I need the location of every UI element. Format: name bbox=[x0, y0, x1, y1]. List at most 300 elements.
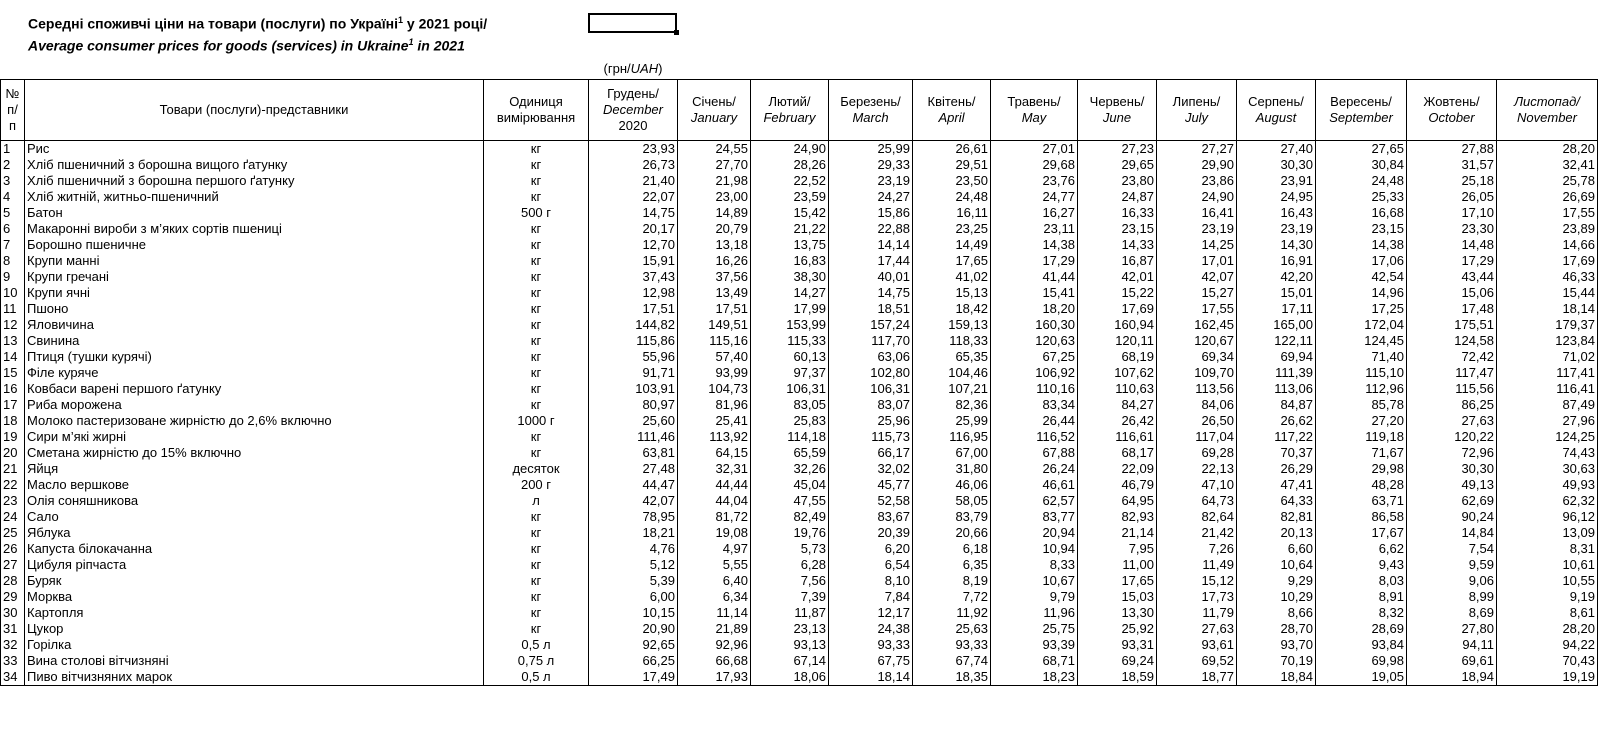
price-cell[interactable]: 115,86 bbox=[589, 333, 678, 349]
price-cell[interactable]: 112,96 bbox=[1316, 381, 1407, 397]
price-cell[interactable]: 19,19 bbox=[1497, 669, 1598, 686]
price-cell[interactable]: 93,13 bbox=[751, 637, 829, 653]
price-cell[interactable]: 27,63 bbox=[1407, 413, 1497, 429]
price-cell[interactable]: 117,47 bbox=[1407, 365, 1497, 381]
price-cell[interactable]: 86,25 bbox=[1407, 397, 1497, 413]
price-cell[interactable]: 9,43 bbox=[1316, 557, 1407, 573]
price-cell[interactable]: 14,66 bbox=[1497, 237, 1598, 253]
price-cell[interactable]: 27,88 bbox=[1407, 141, 1497, 158]
price-cell[interactable]: 17,01 bbox=[1157, 253, 1237, 269]
price-cell[interactable]: 117,41 bbox=[1497, 365, 1598, 381]
price-cell[interactable]: 18,20 bbox=[991, 301, 1078, 317]
price-cell[interactable]: 10,67 bbox=[991, 573, 1078, 589]
price-cell[interactable]: 71,40 bbox=[1316, 349, 1407, 365]
price-cell[interactable]: 14,84 bbox=[1407, 525, 1497, 541]
unit-cell[interactable]: кг bbox=[484, 285, 589, 301]
price-cell[interactable]: 14,89 bbox=[678, 205, 751, 221]
price-cell[interactable]: 8,33 bbox=[991, 557, 1078, 573]
price-cell[interactable]: 46,06 bbox=[913, 477, 991, 493]
price-cell[interactable]: 69,24 bbox=[1078, 653, 1157, 669]
price-cell[interactable]: 24,77 bbox=[991, 189, 1078, 205]
item-name-cell[interactable]: Горілка bbox=[25, 637, 484, 653]
price-cell[interactable]: 65,35 bbox=[913, 349, 991, 365]
price-cell[interactable]: 7,95 bbox=[1078, 541, 1157, 557]
price-cell[interactable]: 84,27 bbox=[1078, 397, 1157, 413]
unit-cell[interactable]: кг bbox=[484, 525, 589, 541]
item-name-cell[interactable]: Сири м’які жирні bbox=[25, 429, 484, 445]
col-header-nov[interactable] bbox=[1497, 80, 1598, 141]
item-name-cell[interactable]: Філе куряче bbox=[25, 365, 484, 381]
price-cell[interactable]: 24,27 bbox=[829, 189, 913, 205]
price-cell[interactable]: 16,83 bbox=[751, 253, 829, 269]
price-cell[interactable]: 26,44 bbox=[991, 413, 1078, 429]
price-cell[interactable]: 66,17 bbox=[829, 445, 913, 461]
unit-cell[interactable]: 200 г bbox=[484, 477, 589, 493]
row-number-cell[interactable]: 15 bbox=[1, 365, 25, 381]
price-cell[interactable]: 25,99 bbox=[913, 413, 991, 429]
unit-cell[interactable]: кг bbox=[484, 445, 589, 461]
price-cell[interactable]: 27,27 bbox=[1157, 141, 1237, 158]
row-number-cell[interactable]: 3 bbox=[1, 173, 25, 189]
price-cell[interactable]: 160,30 bbox=[991, 317, 1078, 333]
unit-cell[interactable]: десяток bbox=[484, 461, 589, 477]
price-cell[interactable]: 16,11 bbox=[913, 205, 991, 221]
price-cell[interactable]: 65,59 bbox=[751, 445, 829, 461]
unit-cell[interactable]: кг bbox=[484, 429, 589, 445]
price-cell[interactable]: 18,21 bbox=[589, 525, 678, 541]
price-cell[interactable]: 78,95 bbox=[589, 509, 678, 525]
price-cell[interactable]: 165,00 bbox=[1237, 317, 1316, 333]
row-number-cell[interactable]: 19 bbox=[1, 429, 25, 445]
price-cell[interactable]: 6,00 bbox=[589, 589, 678, 605]
price-cell[interactable]: 45,77 bbox=[829, 477, 913, 493]
item-name-cell[interactable]: Пшоно bbox=[25, 301, 484, 317]
price-cell[interactable]: 18,51 bbox=[829, 301, 913, 317]
price-cell[interactable]: 144,82 bbox=[589, 317, 678, 333]
price-cell[interactable]: 68,19 bbox=[1078, 349, 1157, 365]
unit-cell[interactable]: кг bbox=[484, 221, 589, 237]
price-cell[interactable]: 17,29 bbox=[1407, 253, 1497, 269]
price-cell[interactable]: 81,72 bbox=[678, 509, 751, 525]
price-cell[interactable]: 17,93 bbox=[678, 669, 751, 686]
price-cell[interactable]: 66,25 bbox=[589, 653, 678, 669]
price-cell[interactable]: 110,16 bbox=[991, 381, 1078, 397]
price-cell[interactable]: 97,37 bbox=[751, 365, 829, 381]
price-cell[interactable]: 14,49 bbox=[913, 237, 991, 253]
price-cell[interactable]: 68,71 bbox=[991, 653, 1078, 669]
price-cell[interactable]: 18,77 bbox=[1157, 669, 1237, 686]
row-number-cell[interactable]: 14 bbox=[1, 349, 25, 365]
price-cell[interactable]: 32,26 bbox=[751, 461, 829, 477]
price-cell[interactable]: 104,73 bbox=[678, 381, 751, 397]
price-cell[interactable]: 22,07 bbox=[589, 189, 678, 205]
price-cell[interactable]: 23,80 bbox=[1078, 173, 1157, 189]
price-cell[interactable]: 32,31 bbox=[678, 461, 751, 477]
price-cell[interactable]: 6,20 bbox=[829, 541, 913, 557]
price-cell[interactable]: 23,30 bbox=[1407, 221, 1497, 237]
price-cell[interactable]: 82,93 bbox=[1078, 509, 1157, 525]
price-cell[interactable]: 21,89 bbox=[678, 621, 751, 637]
price-cell[interactable]: 12,70 bbox=[589, 237, 678, 253]
price-cell[interactable]: 23,00 bbox=[678, 189, 751, 205]
item-name-cell[interactable]: Рис bbox=[25, 141, 484, 158]
price-cell[interactable]: 25,96 bbox=[829, 413, 913, 429]
price-cell[interactable]: 27,20 bbox=[1316, 413, 1407, 429]
price-cell[interactable]: 23,86 bbox=[1157, 173, 1237, 189]
price-cell[interactable]: 124,45 bbox=[1316, 333, 1407, 349]
price-cell[interactable]: 90,24 bbox=[1407, 509, 1497, 525]
price-cell[interactable]: 11,92 bbox=[913, 605, 991, 621]
price-cell[interactable]: 106,92 bbox=[991, 365, 1078, 381]
row-number-cell[interactable]: 27 bbox=[1, 557, 25, 573]
item-name-cell[interactable]: Крупи гречані bbox=[25, 269, 484, 285]
price-cell[interactable]: 23,89 bbox=[1497, 221, 1598, 237]
price-cell[interactable]: 25,99 bbox=[829, 141, 913, 158]
item-name-cell[interactable]: Вина столові вітчизняні bbox=[25, 653, 484, 669]
price-cell[interactable]: 19,08 bbox=[678, 525, 751, 541]
price-cell[interactable]: 117,04 bbox=[1157, 429, 1237, 445]
price-cell[interactable]: 9,29 bbox=[1237, 573, 1316, 589]
price-cell[interactable]: 10,15 bbox=[589, 605, 678, 621]
price-cell[interactable]: 23,59 bbox=[751, 189, 829, 205]
price-cell[interactable]: 7,26 bbox=[1157, 541, 1237, 557]
price-cell[interactable]: 119,18 bbox=[1316, 429, 1407, 445]
price-cell[interactable]: 85,78 bbox=[1316, 397, 1407, 413]
price-cell[interactable]: 18,94 bbox=[1407, 669, 1497, 686]
row-number-cell[interactable]: 16 bbox=[1, 381, 25, 397]
price-cell[interactable]: 72,42 bbox=[1407, 349, 1497, 365]
price-cell[interactable]: 67,74 bbox=[913, 653, 991, 669]
price-cell[interactable]: 115,10 bbox=[1316, 365, 1407, 381]
price-cell[interactable]: 81,96 bbox=[678, 397, 751, 413]
price-cell[interactable]: 16,87 bbox=[1078, 253, 1157, 269]
price-cell[interactable]: 27,23 bbox=[1078, 141, 1157, 158]
item-name-cell[interactable]: Олія соняшникова bbox=[25, 493, 484, 509]
row-number-cell[interactable]: 33 bbox=[1, 653, 25, 669]
unit-cell[interactable]: кг bbox=[484, 253, 589, 269]
price-cell[interactable]: 116,41 bbox=[1497, 381, 1598, 397]
price-cell[interactable]: 6,35 bbox=[913, 557, 991, 573]
price-cell[interactable]: 23,50 bbox=[913, 173, 991, 189]
item-name-cell[interactable]: Яблука bbox=[25, 525, 484, 541]
price-cell[interactable]: 21,14 bbox=[1078, 525, 1157, 541]
price-cell[interactable]: 157,24 bbox=[829, 317, 913, 333]
price-cell[interactable]: 67,00 bbox=[913, 445, 991, 461]
price-cell[interactable]: 49,13 bbox=[1407, 477, 1497, 493]
item-name-cell[interactable]: Морква bbox=[25, 589, 484, 605]
price-cell[interactable]: 23,13 bbox=[751, 621, 829, 637]
price-cell[interactable]: 13,30 bbox=[1078, 605, 1157, 621]
price-cell[interactable]: 18,84 bbox=[1237, 669, 1316, 686]
price-cell[interactable]: 28,20 bbox=[1497, 621, 1598, 637]
item-name-cell[interactable]: Яйця bbox=[25, 461, 484, 477]
row-number-cell[interactable]: 22 bbox=[1, 477, 25, 493]
price-cell[interactable]: 18,59 bbox=[1078, 669, 1157, 686]
price-cell[interactable]: 14,75 bbox=[589, 205, 678, 221]
row-number-cell[interactable]: 4 bbox=[1, 189, 25, 205]
price-cell[interactable]: 107,62 bbox=[1078, 365, 1157, 381]
price-cell[interactable]: 12,17 bbox=[829, 605, 913, 621]
price-cell[interactable]: 17,11 bbox=[1237, 301, 1316, 317]
price-cell[interactable]: 15,01 bbox=[1237, 285, 1316, 301]
row-number-cell[interactable]: 6 bbox=[1, 221, 25, 237]
price-cell[interactable]: 66,68 bbox=[678, 653, 751, 669]
price-cell[interactable]: 17,67 bbox=[1316, 525, 1407, 541]
price-cell[interactable]: 17,65 bbox=[1078, 573, 1157, 589]
price-cell[interactable]: 15,91 bbox=[589, 253, 678, 269]
price-cell[interactable]: 14,96 bbox=[1316, 285, 1407, 301]
price-cell[interactable]: 67,88 bbox=[991, 445, 1078, 461]
col-header-jul[interactable] bbox=[1157, 80, 1237, 141]
price-cell[interactable]: 5,39 bbox=[589, 573, 678, 589]
price-cell[interactable]: 8,91 bbox=[1316, 589, 1407, 605]
price-cell[interactable]: 93,84 bbox=[1316, 637, 1407, 653]
item-name-cell[interactable]: Цукор bbox=[25, 621, 484, 637]
price-cell[interactable]: 94,22 bbox=[1497, 637, 1598, 653]
price-cell[interactable]: 82,36 bbox=[913, 397, 991, 413]
unit-cell[interactable]: кг bbox=[484, 349, 589, 365]
price-cell[interactable]: 20,94 bbox=[991, 525, 1078, 541]
price-cell[interactable]: 93,61 bbox=[1157, 637, 1237, 653]
price-cell[interactable]: 20,90 bbox=[589, 621, 678, 637]
price-cell[interactable]: 93,33 bbox=[913, 637, 991, 653]
price-cell[interactable]: 86,58 bbox=[1316, 509, 1407, 525]
unit-cell[interactable]: 500 г bbox=[484, 205, 589, 221]
price-cell[interactable]: 15,13 bbox=[913, 285, 991, 301]
unit-cell[interactable]: кг bbox=[484, 605, 589, 621]
price-cell[interactable]: 149,51 bbox=[678, 317, 751, 333]
price-cell[interactable]: 46,61 bbox=[991, 477, 1078, 493]
price-cell[interactable]: 83,05 bbox=[751, 397, 829, 413]
price-cell[interactable]: 15,03 bbox=[1078, 589, 1157, 605]
price-cell[interactable]: 23,11 bbox=[991, 221, 1078, 237]
price-cell[interactable]: 153,99 bbox=[751, 317, 829, 333]
price-cell[interactable]: 47,41 bbox=[1237, 477, 1316, 493]
price-cell[interactable]: 103,91 bbox=[589, 381, 678, 397]
price-cell[interactable]: 25,92 bbox=[1078, 621, 1157, 637]
price-cell[interactable]: 4,97 bbox=[678, 541, 751, 557]
col-header-jun[interactable] bbox=[1078, 80, 1157, 141]
item-name-cell[interactable]: Птиця (тушки курячі) bbox=[25, 349, 484, 365]
price-cell[interactable]: 69,61 bbox=[1407, 653, 1497, 669]
col-header-dec-2020[interactable] bbox=[589, 80, 678, 141]
row-number-cell[interactable]: 8 bbox=[1, 253, 25, 269]
price-cell[interactable]: 15,22 bbox=[1078, 285, 1157, 301]
price-cell[interactable]: 6,54 bbox=[829, 557, 913, 573]
price-cell[interactable]: 38,30 bbox=[751, 269, 829, 285]
price-cell[interactable]: 10,64 bbox=[1237, 557, 1316, 573]
price-cell[interactable]: 159,13 bbox=[913, 317, 991, 333]
price-cell[interactable]: 58,05 bbox=[913, 493, 991, 509]
price-cell[interactable]: 29,90 bbox=[1157, 157, 1237, 173]
price-cell[interactable]: 17,29 bbox=[991, 253, 1078, 269]
price-cell[interactable]: 29,51 bbox=[913, 157, 991, 173]
col-header-jan[interactable] bbox=[678, 80, 751, 141]
price-cell[interactable]: 30,30 bbox=[1407, 461, 1497, 477]
price-cell[interactable]: 40,01 bbox=[829, 269, 913, 285]
price-cell[interactable]: 14,75 bbox=[829, 285, 913, 301]
price-cell[interactable]: 31,57 bbox=[1407, 157, 1497, 173]
price-cell[interactable]: 18,14 bbox=[1497, 301, 1598, 317]
price-cell[interactable]: 41,02 bbox=[913, 269, 991, 285]
price-cell[interactable]: 29,98 bbox=[1316, 461, 1407, 477]
unit-cell[interactable]: кг bbox=[484, 557, 589, 573]
price-cell[interactable]: 82,49 bbox=[751, 509, 829, 525]
price-cell[interactable]: 115,56 bbox=[1407, 381, 1497, 397]
price-cell[interactable]: 120,22 bbox=[1407, 429, 1497, 445]
price-cell[interactable]: 15,12 bbox=[1157, 573, 1237, 589]
price-cell[interactable]: 83,67 bbox=[829, 509, 913, 525]
price-cell[interactable]: 124,58 bbox=[1407, 333, 1497, 349]
row-number-cell[interactable]: 20 bbox=[1, 445, 25, 461]
price-cell[interactable]: 69,28 bbox=[1157, 445, 1237, 461]
item-name-cell[interactable]: Буряк bbox=[25, 573, 484, 589]
price-cell[interactable]: 25,60 bbox=[589, 413, 678, 429]
price-cell[interactable]: 122,11 bbox=[1237, 333, 1316, 349]
price-cell[interactable]: 8,31 bbox=[1497, 541, 1598, 557]
price-cell[interactable]: 67,75 bbox=[829, 653, 913, 669]
unit-cell[interactable]: кг bbox=[484, 173, 589, 189]
col-header-oct[interactable] bbox=[1407, 80, 1497, 141]
price-cell[interactable]: 18,23 bbox=[991, 669, 1078, 686]
price-cell[interactable]: 24,95 bbox=[1237, 189, 1316, 205]
price-cell[interactable]: 11,49 bbox=[1157, 557, 1237, 573]
price-cell[interactable]: 70,37 bbox=[1237, 445, 1316, 461]
price-cell[interactable]: 15,86 bbox=[829, 205, 913, 221]
price-cell[interactable]: 83,07 bbox=[829, 397, 913, 413]
price-cell[interactable]: 11,96 bbox=[991, 605, 1078, 621]
unit-cell[interactable]: кг bbox=[484, 397, 589, 413]
price-cell[interactable]: 124,25 bbox=[1497, 429, 1598, 445]
price-cell[interactable]: 6,62 bbox=[1316, 541, 1407, 557]
unit-cell[interactable]: кг bbox=[484, 621, 589, 637]
row-number-cell[interactable]: 34 bbox=[1, 669, 25, 686]
price-cell[interactable]: 17,69 bbox=[1497, 253, 1598, 269]
col-header-sep[interactable] bbox=[1316, 80, 1407, 141]
item-name-cell[interactable]: Ковбаси варені першого ґатунку bbox=[25, 381, 484, 397]
price-cell[interactable]: 37,56 bbox=[678, 269, 751, 285]
price-cell[interactable]: 52,58 bbox=[829, 493, 913, 509]
price-cell[interactable]: 162,45 bbox=[1157, 317, 1237, 333]
price-cell[interactable]: 41,44 bbox=[991, 269, 1078, 285]
price-cell[interactable]: 116,52 bbox=[991, 429, 1078, 445]
price-cell[interactable]: 45,04 bbox=[751, 477, 829, 493]
price-cell[interactable]: 48,28 bbox=[1316, 477, 1407, 493]
price-cell[interactable]: 68,17 bbox=[1078, 445, 1157, 461]
row-number-cell[interactable]: 26 bbox=[1, 541, 25, 557]
price-cell[interactable]: 160,94 bbox=[1078, 317, 1157, 333]
price-cell[interactable]: 13,75 bbox=[751, 237, 829, 253]
price-cell[interactable]: 8,99 bbox=[1407, 589, 1497, 605]
price-cell[interactable]: 172,04 bbox=[1316, 317, 1407, 333]
item-name-cell[interactable]: Хліб житній, житньо-пшеничний bbox=[25, 189, 484, 205]
price-cell[interactable]: 72,96 bbox=[1407, 445, 1497, 461]
price-cell[interactable]: 22,88 bbox=[829, 221, 913, 237]
row-number-cell[interactable]: 21 bbox=[1, 461, 25, 477]
price-cell[interactable]: 27,80 bbox=[1407, 621, 1497, 637]
price-cell[interactable]: 7,39 bbox=[751, 589, 829, 605]
price-cell[interactable]: 91,71 bbox=[589, 365, 678, 381]
item-name-cell[interactable]: Молоко пастеризоване жирністю до 2,6% включно bbox=[25, 413, 484, 429]
row-number-cell[interactable]: 9 bbox=[1, 269, 25, 285]
price-cell[interactable]: 123,84 bbox=[1497, 333, 1598, 349]
row-number-cell[interactable]: 18 bbox=[1, 413, 25, 429]
price-cell[interactable]: 26,61 bbox=[913, 141, 991, 158]
price-cell[interactable]: 80,97 bbox=[589, 397, 678, 413]
price-cell[interactable]: 22,09 bbox=[1078, 461, 1157, 477]
unit-cell[interactable]: кг bbox=[484, 365, 589, 381]
price-cell[interactable]: 25,18 bbox=[1407, 173, 1497, 189]
price-cell[interactable]: 84,06 bbox=[1157, 397, 1237, 413]
price-cell[interactable]: 70,43 bbox=[1497, 653, 1598, 669]
price-cell[interactable]: 63,06 bbox=[829, 349, 913, 365]
price-cell[interactable]: 11,00 bbox=[1078, 557, 1157, 573]
unit-cell[interactable]: кг bbox=[484, 269, 589, 285]
price-cell[interactable]: 114,18 bbox=[751, 429, 829, 445]
item-name-cell[interactable]: Сметана жирністю до 15% включно bbox=[25, 445, 484, 461]
price-cell[interactable]: 17,49 bbox=[589, 669, 678, 686]
item-name-cell[interactable]: Макаронні вироби з м’яких сортів пшениці bbox=[25, 221, 484, 237]
price-cell[interactable]: 30,30 bbox=[1237, 157, 1316, 173]
col-header-num[interactable] bbox=[1, 80, 25, 141]
item-name-cell[interactable]: Капуста білокачанна bbox=[25, 541, 484, 557]
price-cell[interactable]: 93,31 bbox=[1078, 637, 1157, 653]
row-number-cell[interactable]: 30 bbox=[1, 605, 25, 621]
price-cell[interactable]: 17,51 bbox=[589, 301, 678, 317]
price-cell[interactable]: 15,42 bbox=[751, 205, 829, 221]
price-cell[interactable]: 7,56 bbox=[751, 573, 829, 589]
price-cell[interactable]: 16,41 bbox=[1157, 205, 1237, 221]
price-cell[interactable]: 6,28 bbox=[751, 557, 829, 573]
price-cell[interactable]: 29,65 bbox=[1078, 157, 1157, 173]
price-cell[interactable]: 116,95 bbox=[913, 429, 991, 445]
price-cell[interactable]: 28,26 bbox=[751, 157, 829, 173]
price-cell[interactable]: 24,38 bbox=[829, 621, 913, 637]
price-cell[interactable]: 120,63 bbox=[991, 333, 1078, 349]
price-cell[interactable]: 8,19 bbox=[913, 573, 991, 589]
price-cell[interactable]: 20,79 bbox=[678, 221, 751, 237]
price-cell[interactable]: 23,76 bbox=[991, 173, 1078, 189]
price-cell[interactable]: 87,49 bbox=[1497, 397, 1598, 413]
price-cell[interactable]: 19,76 bbox=[751, 525, 829, 541]
price-cell[interactable]: 84,87 bbox=[1237, 397, 1316, 413]
price-cell[interactable]: 106,31 bbox=[751, 381, 829, 397]
row-number-cell[interactable]: 13 bbox=[1, 333, 25, 349]
price-cell[interactable]: 16,91 bbox=[1237, 253, 1316, 269]
price-cell[interactable]: 8,69 bbox=[1407, 605, 1497, 621]
price-cell[interactable]: 6,34 bbox=[678, 589, 751, 605]
price-cell[interactable]: 24,90 bbox=[751, 141, 829, 158]
price-cell[interactable]: 17,55 bbox=[1157, 301, 1237, 317]
price-cell[interactable]: 47,55 bbox=[751, 493, 829, 509]
price-cell[interactable]: 71,67 bbox=[1316, 445, 1407, 461]
price-cell[interactable]: 110,63 bbox=[1078, 381, 1157, 397]
price-cell[interactable]: 55,96 bbox=[589, 349, 678, 365]
price-cell[interactable]: 8,66 bbox=[1237, 605, 1316, 621]
price-cell[interactable]: 23,93 bbox=[589, 141, 678, 158]
price-cell[interactable]: 116,61 bbox=[1078, 429, 1157, 445]
unit-cell[interactable]: кг bbox=[484, 573, 589, 589]
price-cell[interactable]: 17,06 bbox=[1316, 253, 1407, 269]
unit-cell[interactable]: кг bbox=[484, 589, 589, 605]
price-cell[interactable]: 22,13 bbox=[1157, 461, 1237, 477]
price-cell[interactable]: 118,33 bbox=[913, 333, 991, 349]
price-cell[interactable]: 18,14 bbox=[829, 669, 913, 686]
unit-cell[interactable]: кг bbox=[484, 189, 589, 205]
price-cell[interactable]: 32,41 bbox=[1497, 157, 1598, 173]
price-cell[interactable]: 92,65 bbox=[589, 637, 678, 653]
price-cell[interactable]: 67,25 bbox=[991, 349, 1078, 365]
